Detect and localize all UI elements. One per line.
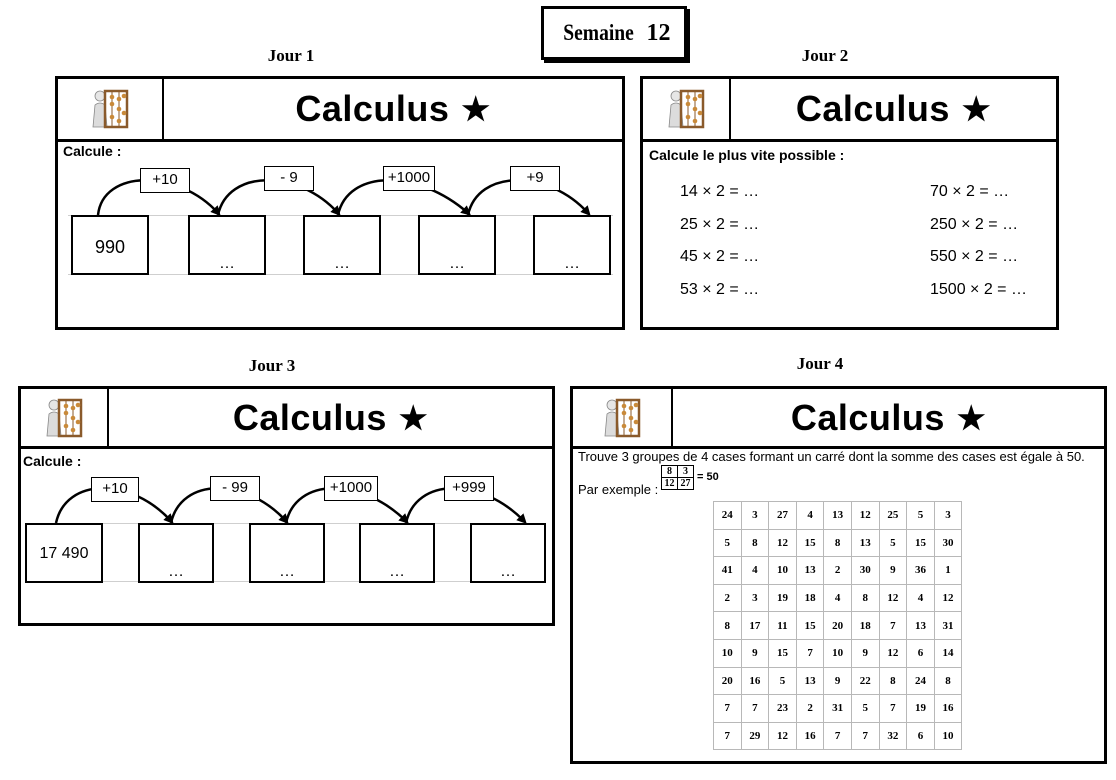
jour4-label: Jour 4 [796,354,844,373]
jour4-number-grid [713,501,962,750]
blank-dots: … [168,563,184,580]
jour2-left-2: 25 × 2 = … [680,216,760,233]
jour4-example [661,465,694,490]
week-word: Semaine [563,20,635,45]
grid-cell[interactable]: 4 [824,584,852,612]
jour3-answer-box-4[interactable] [470,523,546,583]
grid-cell[interactable]: 10 [934,722,962,750]
jour4-title-text: Calculus [790,396,945,438]
grid-cell[interactable]: 15 [907,529,935,557]
jour1-answer-box-2[interactable] [303,215,381,275]
grid-cell[interactable]: 12 [851,502,879,530]
week-label [541,6,687,60]
jour4-card [570,386,1107,764]
grid-cell[interactable]: 1 [934,557,962,585]
grid-row [714,722,962,750]
grid-cell[interactable]: 17 [741,612,769,640]
grid-cell[interactable]: 7 [879,695,907,723]
jour4-example-label: Par exemple : [578,482,659,497]
grid-cell[interactable]: 6 [907,722,935,750]
grid-cell[interactable]: 18 [796,584,824,612]
example-cell: 12 [662,478,678,490]
grid-cell[interactable]: 12 [879,584,907,612]
grid-row [714,667,962,695]
grid-cell[interactable]: 4 [907,584,935,612]
grid-cell[interactable]: 20 [824,612,852,640]
grid-cell[interactable]: 2 [796,695,824,723]
grid-row [714,612,962,640]
grid-row [714,695,962,723]
grid-cell[interactable]: 24 [907,667,935,695]
grid-cell[interactable]: 22 [851,667,879,695]
grid-cell[interactable]: 9 [879,557,907,585]
example-cell: 8 [662,466,678,478]
blank-dots: … [449,255,465,272]
grid-cell[interactable]: 12 [769,529,797,557]
grid-cell[interactable]: 8 [714,612,742,640]
grid-cell[interactable]: 7 [714,722,742,750]
grid-cell[interactable]: 15 [796,529,824,557]
jour3-answer-box-2[interactable] [249,523,325,583]
grid-cell[interactable]: 5 [851,695,879,723]
grid-cell[interactable]: 7 [824,722,852,750]
grid-cell[interactable]: 24 [714,502,742,530]
jour2-right-4: 1500 × 2 = … [930,281,1027,298]
star-icon: ★ [461,91,491,127]
grid-cell[interactable]: 36 [907,557,935,585]
jour2-card [640,76,1059,330]
jour1-instruction: Calcule : [63,143,122,159]
jour1-answer-box-1[interactable] [188,215,266,275]
jour1-op-2: - 9 [264,166,314,191]
jour3-label: Jour 3 [248,356,296,375]
grid-cell[interactable]: 19 [769,584,797,612]
grid-row [714,557,962,585]
grid-cell[interactable]: 3 [934,502,962,530]
grid-cell[interactable]: 3 [741,584,769,612]
grid-row [714,502,962,530]
grid-cell[interactable]: 30 [851,557,879,585]
star-icon: ★ [956,399,987,436]
jour3-title-text: Calculus [232,396,387,438]
grid-cell[interactable]: 5 [907,502,935,530]
grid-cell[interactable]: 15 [769,639,797,667]
jour4-example-square [661,465,694,490]
grid-cell[interactable]: 13 [796,557,824,585]
grid-cell[interactable]: 31 [824,695,852,723]
jour3-answer-box-1[interactable] [138,523,214,583]
jour2-left-3: 45 × 2 = … [680,248,760,265]
grid-cell[interactable]: 5 [714,529,742,557]
grid-cell[interactable]: 7 [741,695,769,723]
jour2-right-2: 250 × 2 = … [930,216,1019,233]
week-number: 12 [646,19,671,46]
grid-cell[interactable]: 27 [769,502,797,530]
jour1-label: Jour 1 [267,46,315,65]
jour3-op-4: +999 [444,476,494,501]
grid-cell[interactable]: 10 [769,557,797,585]
jour3-start-box [25,523,103,583]
jour4-instruction: Trouve 3 groupes de 4 cases formant un carré dont la somme des cases est égale à 50. [578,449,1085,464]
jour1-op-1: +10 [140,168,190,193]
grid-cell[interactable]: 7 [879,612,907,640]
blank-dots: … [500,563,516,580]
jour1-start-box [71,215,149,275]
blank-dots: … [219,255,235,272]
grid-row [714,639,962,667]
jour1-title-text: Calculus [295,88,450,129]
grid-cell[interactable]: 15 [796,612,824,640]
jour3-op-2: - 99 [210,476,260,501]
abacus-icon [573,389,673,446]
grid-cell[interactable]: 25 [879,502,907,530]
jour1-arrows [58,79,622,327]
grid-cell[interactable]: 16 [741,667,769,695]
grid-cell[interactable]: 23 [769,695,797,723]
grid-row [714,584,962,612]
grid-cell[interactable]: 5 [769,667,797,695]
grid-cell[interactable]: 12 [769,722,797,750]
grid-cell[interactable]: 12 [879,639,907,667]
jour3-answer-box-3[interactable] [359,523,435,583]
grid-cell[interactable]: 13 [907,612,935,640]
grid-cell[interactable]: 30 [934,529,962,557]
jour2-right-3: 550 × 2 = … [930,248,1019,265]
jour4-header [573,389,1104,449]
grid-cell[interactable]: 20 [714,667,742,695]
jour3-op-3: +1000 [324,476,378,501]
grid-row [714,529,962,557]
jour2-label: Jour 2 [801,46,849,65]
grid-cell[interactable]: 7 [796,639,824,667]
jour2-instruction: Calcule le plus vite possible : [649,147,845,163]
jour3-arrows [21,389,552,623]
grid-cell[interactable]: 9 [851,639,879,667]
grid-cell[interactable]: 41 [714,557,742,585]
grid-cell[interactable]: 32 [879,722,907,750]
jour2-header [643,79,1056,142]
jour1-card [55,76,625,330]
grid-cell[interactable]: 10 [714,639,742,667]
blank-dots: … [389,563,405,580]
grid-cell[interactable]: 12 [934,584,962,612]
grid-cell[interactable]: 14 [934,639,962,667]
jour3-card [18,386,555,626]
abacus-icon [643,79,731,139]
grid-cell[interactable]: 13 [796,667,824,695]
grid-cell[interactable]: 9 [824,667,852,695]
blank-dots: … [334,255,350,272]
jour4-title [673,389,1104,446]
grid-cell[interactable]: 8 [851,584,879,612]
grid-cell[interactable]: 13 [824,502,852,530]
grid-cell[interactable]: 7 [714,695,742,723]
example-cell: 3 [678,466,694,478]
example-cell: 27 [678,478,694,490]
jour1-answer-box-3[interactable] [418,215,496,275]
blank-dots: … [279,563,295,580]
jour2-title [731,79,1056,139]
jour1-op-4: +9 [510,166,560,191]
grid-cell[interactable]: 16 [796,722,824,750]
jour3-instruction: Calcule : [23,453,82,469]
grid-cell[interactable]: 6 [907,639,935,667]
jour3-start-value: 17 490 [39,545,89,562]
grid-cell[interactable]: 19 [907,695,935,723]
star-icon: ★ [961,91,992,127]
grid-cell[interactable]: 7 [851,722,879,750]
grid-cell[interactable]: 4 [796,502,824,530]
grid-cell[interactable]: 8 [824,529,852,557]
grid-cell[interactable]: 2 [714,584,742,612]
grid-cell[interactable]: 2 [824,557,852,585]
jour4-example-result: = 50 [697,471,719,483]
grid-cell[interactable]: 8 [741,529,769,557]
grid-cell[interactable]: 11 [769,612,797,640]
star-icon: ★ [398,399,429,436]
grid-cell[interactable]: 3 [741,502,769,530]
grid-cell[interactable]: 5 [879,529,907,557]
jour2-right-1: 70 × 2 = … [930,183,1010,200]
jour1-answer-box-4[interactable] [533,215,611,275]
grid-cell[interactable]: 18 [851,612,879,640]
blank-dots: … [564,255,580,272]
grid-cell[interactable]: 8 [879,667,907,695]
grid-cell[interactable]: 4 [741,557,769,585]
jour1-start-value: 990 [94,237,126,257]
grid-cell[interactable]: 29 [741,722,769,750]
grid-cell[interactable]: 13 [851,529,879,557]
jour2-title-text: Calculus [795,88,950,129]
jour1-op-3: +1000 [383,166,435,191]
jour3-op-1: +10 [91,477,139,502]
jour2-left-4: 53 × 2 = … [680,281,760,298]
jour2-left-1: 14 × 2 = … [680,183,760,200]
grid-cell[interactable]: 31 [934,612,962,640]
grid-cell[interactable]: 10 [824,639,852,667]
grid-cell[interactable]: 8 [934,667,962,695]
grid-cell[interactable]: 16 [934,695,962,723]
grid-cell[interactable]: 9 [741,639,769,667]
